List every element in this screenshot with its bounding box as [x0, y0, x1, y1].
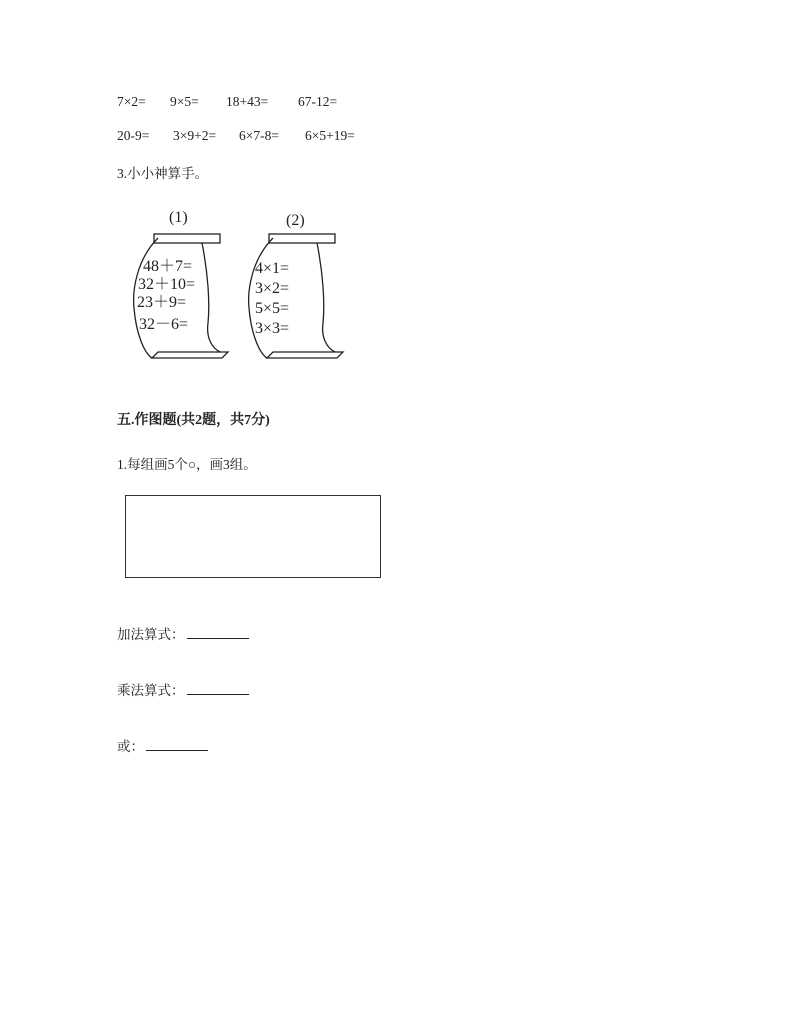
question-3-title: 3.小小神算手。 — [117, 166, 209, 181]
or-answer-row — [117, 735, 208, 755]
scroll-1-item-2: 32＋10= — [138, 276, 196, 293]
scroll-2-item-3: 5×5= — [255, 300, 290, 317]
expr-row2-1: 20-9= — [117, 128, 150, 143]
expr-row2-3: 6×7-8= — [239, 128, 279, 143]
addition-label: 加法算式： — [117, 627, 185, 642]
multiplication-blank[interactable] — [187, 681, 249, 695]
scroll-2-item-1: 4×1= — [255, 260, 290, 277]
addition-blank[interactable] — [187, 625, 249, 639]
scroll-2-item-2: 3×2= — [255, 280, 290, 297]
expr-row1-3: 18+43= — [226, 94, 269, 109]
scroll-1-item-1: 48＋7= — [143, 258, 193, 275]
scroll-1-label: (1) — [169, 209, 188, 226]
scroll-1-item-3: 23＋9= — [137, 294, 187, 311]
scroll-2-item-4: 3×3= — [255, 320, 290, 337]
expr-row1-2: 9×5= — [170, 94, 199, 109]
section-5-heading: 五.作图题(共2题，共7分) — [117, 413, 270, 428]
scroll-2-label: (2) — [286, 212, 305, 229]
or-label: 或： — [117, 739, 144, 754]
expr-row1-4: 67-12= — [298, 94, 338, 109]
question-1-title: 1.每组画5个○，画3组。 — [117, 457, 257, 472]
multiplication-label: 乘法算式： — [117, 683, 185, 698]
or-blank[interactable] — [146, 737, 208, 751]
expr-row1-1: 7×2= — [117, 94, 146, 109]
multiplication-answer-row — [117, 679, 249, 699]
expr-row2-2: 3×9+2= — [173, 128, 217, 143]
expr-row2-4: 6×5+19= — [305, 128, 355, 143]
scroll-1-item-4: 32－6= — [139, 316, 189, 333]
addition-answer-row — [117, 623, 249, 643]
drawing-box[interactable] — [125, 495, 381, 578]
